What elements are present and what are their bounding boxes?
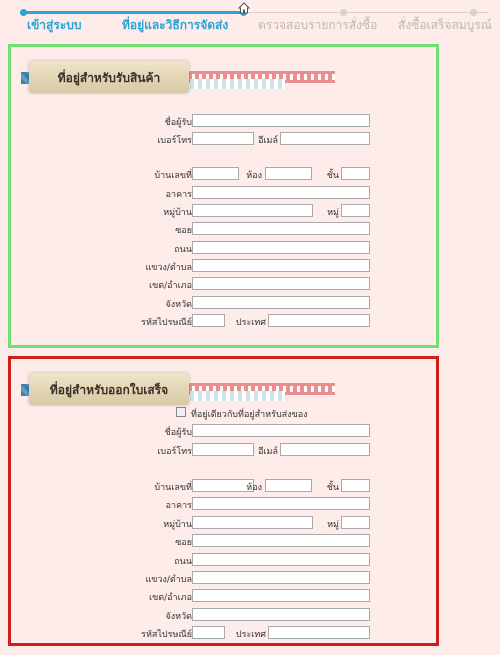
billing-title-banner (15, 373, 340, 407)
shipping-email-input[interactable] (280, 132, 370, 145)
step-dot-complete (470, 9, 477, 16)
step-complete: สั่งซื้อเสร็จสมบูรณ์ (398, 18, 492, 32)
label-room: ห้อง (246, 171, 262, 181)
label-subdistrict: แขวง/ตำบล (145, 575, 192, 585)
shipping-room-input[interactable] (265, 167, 312, 180)
billing-country-input[interactable] (268, 626, 370, 639)
billing-address-panel (8, 356, 439, 646)
billing-subdistrict-input[interactable] (192, 571, 370, 584)
label-village: หมู่บ้าน (163, 208, 192, 218)
shipping-building-input[interactable] (192, 186, 370, 199)
shipping-address-panel (8, 44, 439, 348)
shipping-phone-input[interactable] (192, 132, 254, 145)
shipping-house-no-input[interactable] (192, 167, 239, 180)
label-moo: หมู่ (327, 208, 339, 218)
shipping-road-input[interactable] (192, 241, 370, 254)
label-district: เขต/อำเภอ (149, 281, 192, 291)
shipping-country-input[interactable] (268, 314, 370, 327)
step-dot-login (20, 9, 27, 16)
billing-village-input[interactable] (192, 516, 313, 529)
label-province: จังหวัด (165, 300, 192, 310)
step-review-order: ตรวจสอบรายการสั่งซื้อ (258, 18, 378, 32)
step-dot-review (340, 9, 347, 16)
same-address-checkbox[interactable] (176, 407, 186, 417)
label-district: เขต/อำเภอ (149, 593, 192, 603)
label-village: หมู่บ้าน (163, 520, 192, 530)
label-road: ถนน (174, 245, 192, 255)
billing-room-input[interactable] (265, 479, 312, 492)
label-house-no: บ้านเลขที่ (154, 483, 192, 493)
same-address-label[interactable]: ที่อยู่เดียวกับที่อยู่สำหรับส่งของ (191, 410, 308, 420)
home-icon (238, 2, 250, 14)
title-paper (29, 373, 189, 405)
label-phone: เบอร์โทร (157, 136, 192, 146)
label-house-no: บ้านเลขที่ (154, 171, 192, 181)
billing-floor-input[interactable] (341, 479, 370, 492)
label-name: ชื่อผู้รับ (164, 118, 192, 128)
checkout-steps (0, 0, 500, 40)
shipping-village-input[interactable] (192, 204, 313, 217)
shipping-province-input[interactable] (192, 296, 370, 309)
billing-province-input[interactable] (192, 608, 370, 621)
shipping-moo-input[interactable] (341, 204, 370, 217)
shipping-floor-input[interactable] (341, 167, 370, 180)
label-name: ชื่อผู้รับ (164, 428, 192, 438)
title-paper (29, 61, 189, 93)
label-floor: ชั้น (326, 171, 339, 181)
steps-progress (20, 11, 242, 14)
step-login[interactable]: เข้าสู่ระบบ (27, 18, 82, 32)
label-building: อาคาร (165, 501, 192, 511)
shipping-title-banner (15, 61, 340, 95)
label-province: จังหวัด (165, 612, 192, 622)
label-country: ประเทศ (235, 630, 266, 640)
label-road: ถนน (174, 557, 192, 567)
billing-moo-input[interactable] (341, 516, 370, 529)
label-room: ห้อง (246, 483, 262, 493)
label-postcode: รหัสไปรษณีย์ (141, 630, 192, 640)
label-country: ประเทศ (235, 318, 266, 328)
lace-decoration (190, 79, 285, 89)
shipping-title: ที่อยู่สำหรับรับสินค้า (57, 71, 161, 85)
billing-name-input[interactable] (192, 424, 370, 437)
billing-building-input[interactable] (192, 497, 370, 510)
lace-decoration (190, 391, 285, 401)
billing-soi-input[interactable] (192, 534, 370, 547)
billing-email-input[interactable] (280, 443, 370, 456)
label-email: อีเมล์ (258, 447, 278, 457)
label-building: อาคาร (165, 190, 192, 200)
label-email: อีเมล์ (258, 136, 278, 146)
billing-title: ที่อยู่สำหรับออกใบเสร็จ (49, 383, 169, 397)
label-subdistrict: แขวง/ตำบล (145, 263, 192, 273)
label-postcode: รหัสไปรษณีย์ (141, 318, 192, 328)
billing-house-no-input[interactable] (192, 479, 254, 492)
billing-phone-input[interactable] (192, 443, 254, 456)
billing-district-input[interactable] (192, 589, 370, 602)
shipping-name-input[interactable] (192, 114, 370, 127)
step-shipping-address[interactable]: ที่อยู่และวิธีการจัดส่ง (122, 18, 229, 32)
shipping-subdistrict-input[interactable] (192, 259, 370, 272)
label-phone: เบอร์โทร (157, 447, 192, 457)
billing-road-input[interactable] (192, 553, 370, 566)
shipping-district-input[interactable] (192, 277, 370, 290)
label-soi: ซอย (175, 538, 192, 548)
label-moo: หมู่ (327, 520, 339, 530)
billing-postcode-input[interactable] (192, 626, 225, 639)
label-floor: ชั้น (326, 483, 339, 493)
shipping-soi-input[interactable] (192, 222, 370, 235)
shipping-postcode-input[interactable] (192, 314, 225, 327)
label-soi: ซอย (175, 226, 192, 236)
